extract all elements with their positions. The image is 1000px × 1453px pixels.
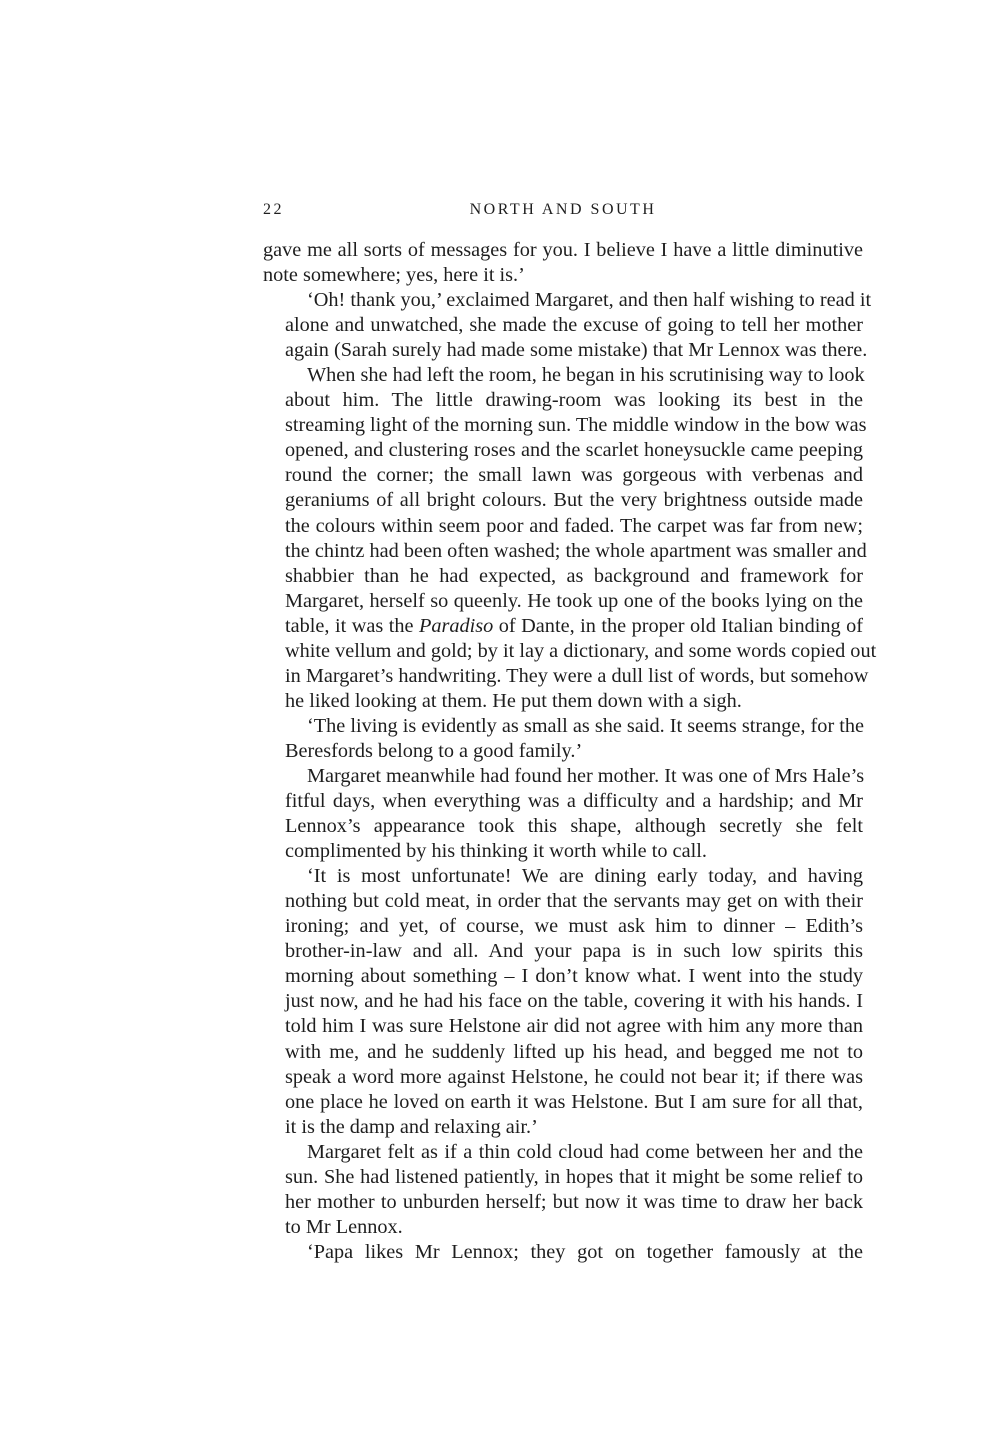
text-line: speak a word more against Helstone, he could not bear it; if there was bbox=[285, 1065, 863, 1088]
paragraph bbox=[263, 1240, 863, 1265]
text-line: brother-in-law and all. And your papa is in such low spirits this bbox=[285, 940, 863, 963]
text-line: sun. She had listened patiently, in hopes that it might be some relief to bbox=[285, 1165, 863, 1188]
text-line: gave me all sorts of messages for you. I believe I have a little diminutive bbox=[263, 239, 863, 261]
text-line: ironing; and yet, of course, we must ask him to dinner – Edith’s bbox=[285, 915, 863, 938]
text-run: of Dante, in the proper old Italian binding of bbox=[493, 614, 864, 637]
italic-title: Paradiso bbox=[418, 614, 494, 637]
text-line-with-italic bbox=[263, 614, 863, 639]
text-line: streaming light of the morning sun. The middle window in the bow was bbox=[285, 414, 867, 437]
text-line: When she had left the room, he began in his scrutinising way to look bbox=[307, 364, 865, 387]
page-number: 22 bbox=[263, 201, 284, 218]
text-line: complimented by his thinking it worth while to call. bbox=[285, 840, 707, 863]
text-line: Lennox’s appearance took this shape, although secretly she felt bbox=[285, 815, 863, 838]
text-line: with me, and he suddenly lifted up his head, and begged me not to bbox=[285, 1040, 863, 1063]
text-line: the chintz had been often washed; the whole apartment was smaller and bbox=[285, 539, 867, 562]
text-line: one place he loved on earth it was Helstone. But I am sure for all that, bbox=[285, 1090, 863, 1113]
text-line: ‘Papa likes Mr Lennox; they got on together famously at the bbox=[307, 1240, 863, 1263]
text-line: just now, and he had his face on the table, covering it with his hands. I bbox=[285, 990, 863, 1013]
text-line: Margaret felt as if a thin cold cloud had come between her and the bbox=[307, 1140, 863, 1163]
text-line: ‘Oh! thank you,’ exclaimed Margaret, and then half wishing to read it bbox=[307, 289, 872, 312]
paragraph bbox=[263, 864, 863, 1140]
text-line: opened, and clustering roses and the scarlet honeysuckle came peeping bbox=[285, 439, 863, 462]
text-line: again (Sarah surely had made some mistake) that Mr Lennox was there. bbox=[285, 339, 868, 362]
text-line: note somewhere; yes, here it is.’ bbox=[263, 264, 525, 287]
text-line: Margaret meanwhile had found her mother. It was one of Mrs Hale’s bbox=[307, 764, 865, 787]
text-line: about him. The little drawing-room was looking its best in the bbox=[285, 389, 863, 412]
text-line: nothing but cold meat, in order that the servants may get on with their bbox=[285, 890, 863, 913]
text-line: morning about something – I don’t know what. I went into the study bbox=[285, 965, 863, 988]
text-run: table, it was the bbox=[285, 614, 419, 637]
text-line: white vellum and gold; by it lay a dictionary, and some words copied out bbox=[285, 639, 877, 662]
text-line: Beresfords belong to a good family.’ bbox=[285, 739, 583, 762]
text-line: to Mr Lennox. bbox=[285, 1215, 403, 1238]
paragraph bbox=[263, 363, 877, 714]
text-line: fitful days, when everything was a difficulty and a hardship; and Mr bbox=[285, 790, 863, 813]
text-line: he liked looking at them. He put them down with a sigh. bbox=[285, 689, 742, 712]
paragraph bbox=[263, 714, 863, 764]
text-line: told him I was sure Helstone air did not agree with him any more than bbox=[285, 1015, 863, 1038]
running-head bbox=[263, 201, 863, 227]
text-line: geraniums of all bright colours. But the very brightness outside made bbox=[285, 489, 863, 512]
text-line: ‘It is most unfortunate! We are dining early today, and having bbox=[307, 865, 863, 888]
text-line: it is the damp and relaxing air.’ bbox=[285, 1115, 538, 1138]
paragraph bbox=[263, 764, 863, 864]
body-text bbox=[263, 238, 877, 1265]
text-line: round the corner; the small lawn was gorgeous with verbenas and bbox=[285, 464, 863, 487]
text-line: shabbier than he had expected, as background and framework for bbox=[285, 564, 863, 587]
paragraph bbox=[263, 1140, 863, 1240]
text-line: the colours within seem poor and faded. The carpet was far from new; bbox=[285, 514, 863, 537]
text-line: her mother to unburden herself; but now it was time to draw her back bbox=[285, 1190, 863, 1213]
text-line: alone and unwatched, she made the excuse of going to tell her mother bbox=[285, 314, 863, 337]
text-line: ‘The living is evidently as small as she said. It seems strange, for the bbox=[307, 714, 865, 737]
text-line: Margaret, herself so queenly. He took up one of the books lying on the bbox=[285, 589, 863, 612]
paragraph bbox=[263, 238, 863, 288]
book-title: NORTH AND SOUTH bbox=[469, 201, 657, 218]
text-line: in Margaret’s handwriting. They were a dull list of words, but somehow bbox=[285, 664, 869, 687]
paragraph bbox=[263, 288, 872, 363]
